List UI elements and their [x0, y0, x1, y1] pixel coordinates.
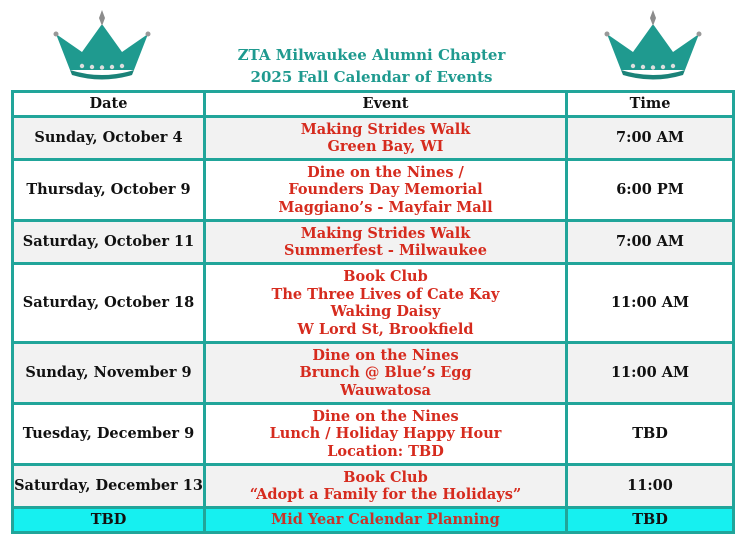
- event-time: 11:00: [567, 465, 734, 508]
- event-time: 7:00 AM: [567, 117, 734, 160]
- event-line: Book Club: [343, 468, 428, 486]
- calendar-title: 2025 Fall Calendar of Events: [250, 68, 493, 86]
- event-line: Making Strides Walk: [300, 120, 471, 138]
- table-row: [13, 117, 734, 160]
- event-time: 7:00 AM: [567, 221, 734, 264]
- event-description: [205, 221, 567, 264]
- event-line: Lunch / Holiday Happy Hour: [269, 425, 502, 443]
- event-time: 11:00 AM: [567, 343, 734, 404]
- event-time: 6:00 PM: [567, 160, 734, 221]
- event-line: Waking Daisy: [330, 303, 441, 320]
- table-row: [13, 404, 734, 465]
- event-date: Thursday, October 9: [13, 160, 205, 221]
- table-row: [13, 221, 734, 264]
- event-date: Saturday, December 13: [13, 465, 205, 508]
- event-description: [205, 404, 567, 465]
- event-description: [205, 465, 567, 508]
- event-description: [205, 160, 567, 221]
- event-line: Mid Year Calendar Planning: [271, 511, 500, 529]
- event-date: Sunday, November 9: [13, 343, 205, 404]
- table-row: [13, 343, 734, 404]
- event-line: Making Strides Walk: [300, 224, 471, 242]
- event-line: Dine on the Nines: [312, 346, 459, 364]
- event-date: TBD: [13, 508, 205, 533]
- event-line: Maggiano’s - Mayfair Mall: [278, 198, 493, 216]
- events-table: [11, 90, 735, 534]
- table-row: [13, 465, 734, 508]
- event-line: Wauwatosa: [340, 381, 431, 399]
- column-header-date: Date: [13, 92, 205, 117]
- column-header-time: Time: [567, 92, 734, 117]
- event-description: [205, 343, 567, 404]
- column-header-event: Event: [205, 92, 567, 117]
- event-line: The Three Lives of Cate Kay: [271, 285, 500, 303]
- event-line: Book Club: [343, 268, 428, 285]
- event-line: Founders Day Memorial: [288, 181, 483, 199]
- event-line: Dine on the Nines /: [307, 163, 464, 181]
- event-date: Saturday, October 11: [13, 221, 205, 264]
- event-time: 11:00 AM: [567, 264, 734, 343]
- event-date: Saturday, October 18: [13, 264, 205, 343]
- event-description: [205, 508, 567, 533]
- event-date: Sunday, October 4: [13, 117, 205, 160]
- event-line: Green Bay, WI: [327, 138, 444, 155]
- table-header-row: [13, 92, 734, 117]
- page-title: [0, 44, 743, 88]
- table-row: [13, 508, 734, 533]
- event-time: TBD: [567, 404, 734, 465]
- chapter-name: ZTA Milwaukee Alumni Chapter: [237, 46, 506, 64]
- event-time: TBD: [567, 508, 734, 533]
- event-line: Location: TBD: [327, 442, 444, 460]
- event-line: “Adopt a Family for the Holidays”: [249, 486, 522, 503]
- event-description: [205, 117, 567, 160]
- event-line: W Lord St, Brookfield: [297, 320, 474, 338]
- event-line: Dine on the Nines: [312, 407, 459, 425]
- event-line: Summerfest - Milwaukee: [284, 242, 487, 259]
- table-row: [13, 264, 734, 343]
- event-description: [205, 264, 567, 343]
- event-date: Tuesday, December 9: [13, 404, 205, 465]
- event-line: Brunch @ Blue’s Egg: [299, 364, 472, 382]
- table-row: [13, 160, 734, 221]
